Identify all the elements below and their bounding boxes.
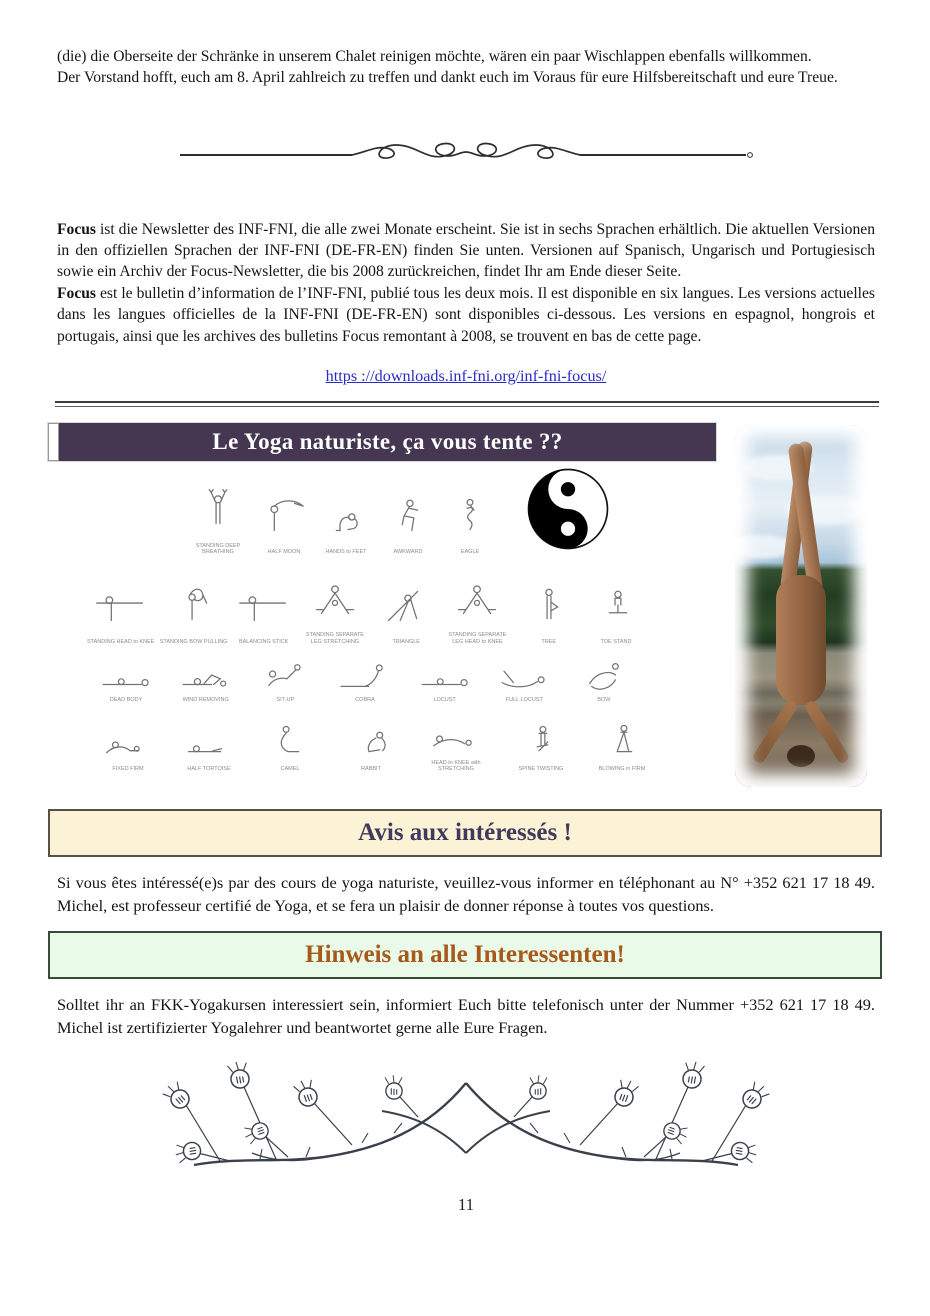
yoga-pose [439, 483, 501, 556]
stick-figure-icon [585, 573, 647, 637]
stick-figure-icon [493, 655, 555, 695]
stick-figure-icon [518, 573, 580, 637]
pose-label: SPINE TWISTING [518, 766, 564, 773]
stick-figure-icon [254, 655, 316, 695]
stick-figure-icon [253, 483, 315, 547]
pose-label: FIXED FIRM [112, 766, 144, 773]
focus-paragraph-fr [57, 283, 875, 347]
yoga-pose [518, 573, 580, 646]
stick-figure-icon [178, 718, 240, 764]
floral-divider [156, 1057, 776, 1167]
intro-paragraph-2: Der Vorstand hofft, euch am 8. April zahlreich zu treffen und dankt euch im Voraus für eure Hilfsbereitschaft und eure Treue. [57, 69, 838, 87]
stick-figure-icon [187, 477, 249, 541]
yoga-pose [442, 566, 512, 645]
avis-paragraph: Si vous êtes intéressé(e)s par des cours de yoga naturiste, veuillez-vous informer en téléphonant au N° +352 621 17 18 49. Michel, est professeur certifié de Yoga, et se fera un plaisir de donner réponse à toutes vos questions. [57, 872, 875, 916]
yoga-pose [253, 483, 315, 556]
pose-label: AWKWARD [393, 549, 423, 556]
yoga-pose [334, 655, 396, 704]
pose-label: BOW [597, 697, 611, 704]
stick-figure-icon [315, 483, 377, 547]
stick-figure-icon [175, 655, 237, 695]
stick-figure-icon [340, 718, 402, 764]
avis-banner: Avis aux intéressés ! [48, 809, 882, 857]
yoga-pose [585, 573, 647, 646]
banner-side-tab [48, 423, 59, 461]
yoga-section [57, 423, 875, 801]
stick-figure-icon [90, 573, 152, 637]
pose-label: LOCUST [433, 697, 456, 704]
focus-label-fr: Focus [57, 284, 96, 302]
yoga-banner-title: Le Yoga naturiste, ça vous tente ?? [59, 423, 716, 461]
focus-paragraph-de [57, 219, 875, 283]
page-number: 11 [457, 1195, 475, 1215]
yin-yang-icon [525, 467, 611, 551]
yoga-pose [300, 566, 370, 645]
yoga-pose [510, 718, 572, 773]
pose-row [97, 712, 653, 773]
yoga-pose [421, 712, 491, 773]
pose-label: HALF MOON [267, 549, 301, 556]
flourish-divider [176, 139, 756, 169]
focus-label-de: Focus [57, 220, 96, 238]
yoga-pose [254, 655, 316, 704]
hinweis-paragraph: Solltet ihr an FKK-Yogakursen interessiert sein, informiert Euch bitte telefonisch unter der Nummer +352 621 17 18 49. Michel ist zertifizierter Yogalehrer und beantwortet gerne alle Eure Fragen. [57, 995, 875, 1038]
yoga-pose [493, 655, 555, 704]
focus-text-de: ist die Newsletter des INF-FNI, die alle zwei Monate erscheint. Sie ist in sechs Sprachen erhältlich. Die aktuellen Versionen in den offiziellen Sprachen der INF-FNI (DE-FR-EN) finden Sie unten. Versionen auf Spanisch, Ungarisch und Portugiesisch sowie ein Archiv der Focus-Newsletter, die bis 2008 zurückreichen, findet Ihr am Ende dieser Seite. [57, 220, 875, 281]
yoga-poses-chart [87, 477, 672, 773]
pose-label: STANDING SEPARATE LEG HEAD to KNEE [448, 632, 507, 645]
pose-label: COBRA [355, 697, 375, 704]
pose-label: HALF TORTOISE [187, 766, 231, 773]
photo-feathered-edge [735, 425, 867, 787]
pose-label: RABBIT [361, 766, 381, 773]
yoga-pose [160, 573, 228, 646]
stick-figure-icon [375, 573, 437, 637]
yoga-pose [95, 655, 157, 704]
hinweis-banner: Hinweis an alle Interessenten! [48, 931, 882, 979]
pose-label: STANDING SEPARATE LEG STRETCHING [305, 632, 364, 645]
pose-label: TRIANGLE [392, 638, 420, 645]
stick-figure-icon [334, 655, 396, 695]
intro-paragraph-1: (die) die Oberseite der Schränke in unserem Chalet reinigen möchte, wären ein paar Wischlappen ebenfalls willkommen. [57, 48, 812, 65]
stick-figure-icon [95, 655, 157, 695]
yoga-pose [183, 477, 253, 556]
focus-download-link[interactable]: https ://downloads.inf-fni.org/inf-fni-focus/ [325, 366, 607, 385]
pose-label: EAGLE [460, 549, 480, 556]
pose-label: STANDING DEEP BREATHING [195, 542, 241, 556]
stick-figure-icon [446, 566, 508, 630]
pose-label: SIT-UP [276, 697, 295, 704]
yoga-pose [414, 655, 476, 704]
yoga-pose [591, 718, 653, 773]
yoga-pose [573, 655, 635, 704]
yoga-pose [375, 573, 437, 646]
yoga-pose [315, 483, 377, 556]
pose-label: BALANCING STICK [238, 638, 289, 645]
pose-label: CAMEL [280, 766, 300, 773]
yoga-pose [340, 718, 402, 773]
naturist-yoga-photo [735, 425, 867, 787]
stick-figure-icon [414, 655, 476, 695]
stick-figure-icon [233, 573, 295, 637]
yoga-pose [178, 718, 240, 773]
stick-figure-icon [97, 718, 159, 764]
yoga-pose [259, 718, 321, 773]
yoga-pose [175, 655, 237, 704]
yoga-pose [377, 483, 439, 556]
stick-figure-icon [439, 483, 501, 547]
pose-row [183, 477, 483, 556]
yoga-pose [87, 573, 154, 646]
pose-label: BLOWING in FIRM [598, 766, 646, 773]
focus-text-fr: est le bulletin d’information de l’INF-FNI, publié tous les deux mois. Il est disponible en six langues. Les versions actuelles dans les langues officielles de la INF-FNI (DE-FR-EN) sont disponibles ci-dessous. Les versions en espagnol, hongrois et portugais, ainsi que les archives des bulletins Focus remontant à 2008, se trouvent en bas de cette page. [57, 284, 875, 345]
pose-label: FULL LOCUST [505, 697, 543, 704]
yoga-pose [233, 573, 295, 646]
pose-row [87, 566, 647, 645]
pose-row [95, 655, 635, 704]
stick-figure-icon [163, 573, 225, 637]
pose-label: HANDS to FEET [325, 549, 367, 556]
pose-label: HEAD to KNEE with STRETCHING [431, 759, 481, 773]
pose-label: TREE [541, 638, 557, 645]
double-rule-divider [55, 401, 879, 407]
stick-figure-icon [377, 483, 439, 547]
pose-label: STANDING HEAD to KNEE [87, 638, 155, 645]
stick-figure-icon [573, 655, 635, 695]
yoga-pose [97, 718, 159, 773]
yoga-title-banner [48, 423, 716, 461]
stick-figure-icon [591, 718, 653, 764]
stick-figure-icon [425, 712, 487, 758]
stick-figure-icon [304, 566, 366, 630]
stick-figure-icon [259, 718, 321, 764]
pose-label: DEAD BODY [109, 697, 143, 704]
pose-label: STANDING BOW PULLING [159, 638, 228, 645]
focus-link-line [57, 367, 875, 386]
pose-label: WIND REMOVING [182, 697, 229, 704]
stick-figure-icon [510, 718, 572, 764]
pose-label: TOE STAND [600, 638, 632, 645]
